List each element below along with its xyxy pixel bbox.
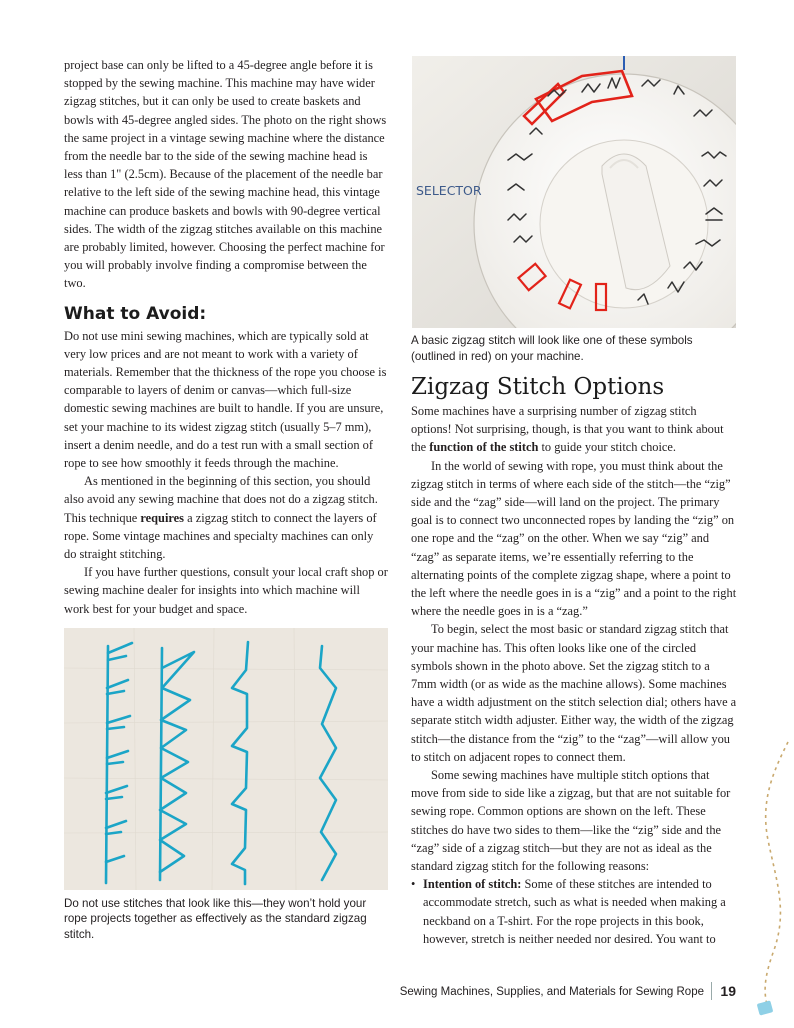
selector-label: SELECTOR [416,183,482,198]
stitch-samples-photo [64,628,388,890]
bold-emphasis: function of the stitch [429,440,539,455]
body-paragraph: Some machines have a surprising number of zigzag stitch options! Not surprising, though, is that you want to think about the function of the stitch to guide your stitch choice. [411,404,724,455]
body-paragraph: project base can only be lifted to a 45-degree angle before it is stopped by the sewing machine. This machine may have wider zigzag stitches, but it can only be used to create baskets and bowls with 45-degree angled sides. The photo on the right shows the same project in a vintage sewing machine where the distance from the needle bar to the side of the sewing machine head is less than 1" (2.5cm). Because of the placement of the needle bar relative to the left side of the sewing machine head, this vintage machine can produce baskets and bowls with 90-degree vertical sides. The width of the zigzag stitches available on this machine are probably limited, however. Choosing the perfect machine for you will probably involve finding a compromise between the two. [64,58,387,291]
body-paragraph: To begin, select the most basic or standard zigzag stitch that your machine has. This often looks like one of the circled symbols shown in the photo above. Set the zigzag stitch to a 7mm width (or as wide as the machine allows). Some machines have a width adjustment on the stitch selection dial; others have a separate stitch width adjuster. Either way, the width of the zigzag stitch—the distance from the “zig” to the “zag”—will allow you to stitch on adjacent ropes to connect them. [411,622,737,764]
right-column [411,56,737,948]
section-subheading: What to Avoid: [64,303,207,324]
body-paragraph: Do not use mini sewing machines, which are typically sold at very low prices and are not meant to work with a variety of materials. Remember that the thickness of the rope you choose is comparable to layers of denim or canvas—which full-size domestic sewing machines are built to handle. If you are unsure, set your machine to its widest zigzag stitch (usually 5–7 mm), insert a denim needle, and do a test run with a small section of rope to see how smoothly it feeds through the machine. [64,328,387,471]
photo-caption: Do not use stitches that look like this—they won’t hold your rope projects together as effectively as the standard zigzag stitch. [64,896,367,941]
bold-emphasis: requires [140,510,184,525]
left-column [64,56,388,942]
body-paragraph: As mentioned in the beginning of this section, you should also avoid any sewing machine that does not do a zigzag stitch. This technique requires a zigzag stitch to connect the layers of rope. Some vintage machines and specialty machines can only do straight stitching. [64,474,378,562]
list-item: • Intention of stitch: Some of these stitches are intended to accommodate stretch, such as what is needed when making a neckband on a T-shirt. For the rope projects in this book, however, stretch is neither needed nor desired. You want to [411,875,737,948]
body-paragraph: Some sewing machines have multiple stitch options that move from side to side like a zigzag, but that are not suitable for sewing rope. Common options are shown on the left. These stitches do have two sides to them—like the “zig” side and the “zag” side of a zigzag stitch—but they are not as ideal as the standard zigzag stitch for the following reasons: [411,768,731,874]
spool-icon [757,1000,774,1015]
section-heading: Zigzag Stitch Options [411,374,665,400]
photo-caption: A basic zigzag stitch will look like one of these symbols (outlined in red) on your machine. [411,334,693,363]
bullet-list [411,875,737,948]
footer-title: Sewing Machines, Supplies, and Materials for Sewing Rope [399,986,704,998]
thread-decoration [748,740,792,1020]
page-number: 19 [720,983,736,999]
body-paragraph: If you have further questions, consult your local craft shop or sewing machine dealer for insights into which machine will work best for your budget and space. [64,565,388,616]
stitch-selector-dial-photo [412,56,736,328]
bold-emphasis: Intention of stitch: [423,877,522,892]
footer-divider [711,982,712,1000]
body-paragraph: In the world of sewing with rope, you must think about the zigzag stitch in terms of where each side of the stitch—the “zig” side and the “zag” side—will land on the project. The primary goal is to connect two unconnected ropes by landing the “zig” on one rope and the “zag” on the other. When we say “zig” and “zag” as separate items, we’re essentially referring to the alternating points of the complete zigzag shape, where a point to the left where the needle goes in is a “zig” and a point to the right where the needle goes in is a “zag.” [411,458,737,619]
